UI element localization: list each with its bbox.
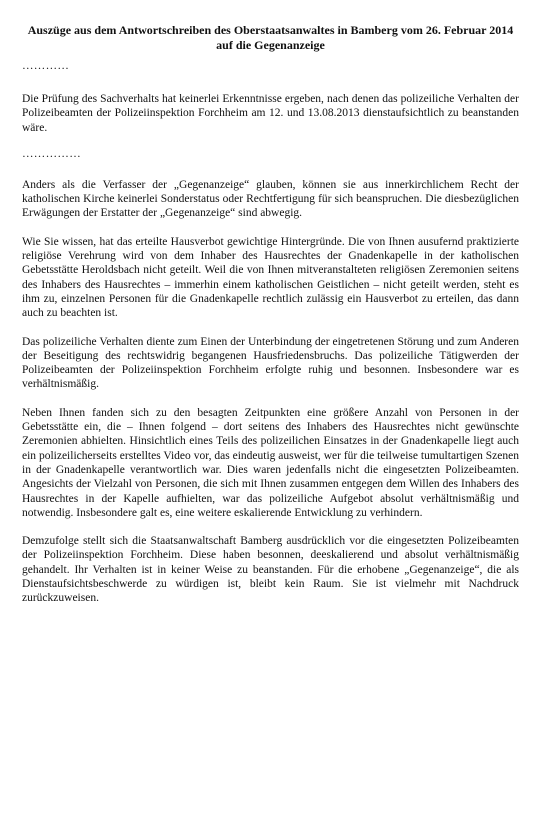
document-page bbox=[22, 23, 519, 620]
paragraph-canon-law: Anders als die Verfasser der „Gegenanzeige“ glauben, können sie aus innerkirchlichem Recht der katholischen Kirche keinerlei Sonderstatus oder Rechtfertigung für sich beanspruchen. Die diesbezüglichen Erwägungen der Erstatter der „Gegenanzeige“ sind abwegig. bbox=[22, 178, 519, 220]
paragraph-conclusion: Demzufolge stellt sich die Staatsanwaltschaft Bamberg ausdrücklich vor die eingesetzten Polizeibeamten der Polizeiinspektion Forchheim. Diese haben besonnen, deeskalierend und absolut verhältnismäßig gehandelt. Ihr Verhalten ist in keiner Weise zu beanstanden. Für die erhobene „Gegenanzeige“, die als Dienstaufsichtsbeschwerde zu würdigen ist, bleibt kein Raum. Sie ist vielmehr mit Nachdruck zurückzuweisen. bbox=[22, 535, 519, 605]
omission-dots: …………… bbox=[22, 147, 81, 160]
document-title: Auszüge aus dem Antwortschreiben des Oberstaatsanwaltes in Bamberg vom 26. Februar 2014 auf die Gegenanzeige bbox=[27, 23, 514, 52]
paragraph-examination-result: Die Prüfung des Sachverhalts hat keinerlei Erkenntnisse ergeben, nach denen das polizeiliche Verhalten der Polizeibeamten der Polizeiinspektion Forchheim am 12. und 13.08.2013 dienstaufsichtlich zu beanstanden wäre. bbox=[22, 93, 519, 134]
omission-dots: ………… bbox=[22, 60, 70, 72]
paragraph-police-conduct: Das polizeiliche Verhalten diente zum Einen der Unterbindung der eingetretenen Störung und zum Anderen der Beseitigung des rechtswidrig begangenen Hausfriedensbruchs. Das polizeiliche Tätigwerden der Polizeibeamten der Polizeiinspektion Forchheim erfolgte ruhig und besonnen. Insbesondere war es verhältnismäßig. bbox=[22, 335, 519, 391]
paragraph-ceremonies-video: Neben Ihnen fanden sich zu den besagten Zeitpunkten eine größere Anzahl von Personen in der Gebetsstätte ein, die – Ihnen folgend – dort seitens des Inhabers des Hausrechtes nicht gewünschte Zeremonien abhielten. Hinsichtlich eines Teils des polizeilichen Einsatzes in der Gnadenkapelle liegt auch ein polizeilicherseits erstelltes Video vor, das eindeutig ausweist, wer für die teilweise tumultartigen Szenen in der Gnadenkapelle verantwortlich war. Dies waren jedenfalls nicht die eingesetzten Polizeibeamten. Angesichts der Vielzahl von Personen, die sich mit Ihnen zusammen entgegen dem Willen des Inhabers des Hausrechtes in der Kapelle aufhielten, war das polizeiliche Aufgebot absolut verhältnismäßig und notwendig. Insbesondere galt es, eine weitere eskalierende Entwicklung zu verhindern. bbox=[22, 406, 519, 519]
paragraph-house-ban: Wie Sie wissen, hat das erteilte Hausverbot gewichtige Hintergründe. Die von Ihnen ausufernd praktizierte religiöse Verehrung wird von dem Inhaber des Hausrechtes der Gnadenkapelle in der katholischen Gebetsstätte Heroldsbach nicht geteilt. Weil die von Ihnen mitveranstalteten religiösen Zeremonien seitens des Inhabers des Hausrechtes – immerhin einem katholischen Geistlichen – nicht geteilt werden, steht es ihm zu, einzelnen Personen für die Gnadenkapelle rechtlich zulässig ein Hausverbot zu erteilen, das dann auch zu beachten ist. bbox=[22, 235, 519, 320]
